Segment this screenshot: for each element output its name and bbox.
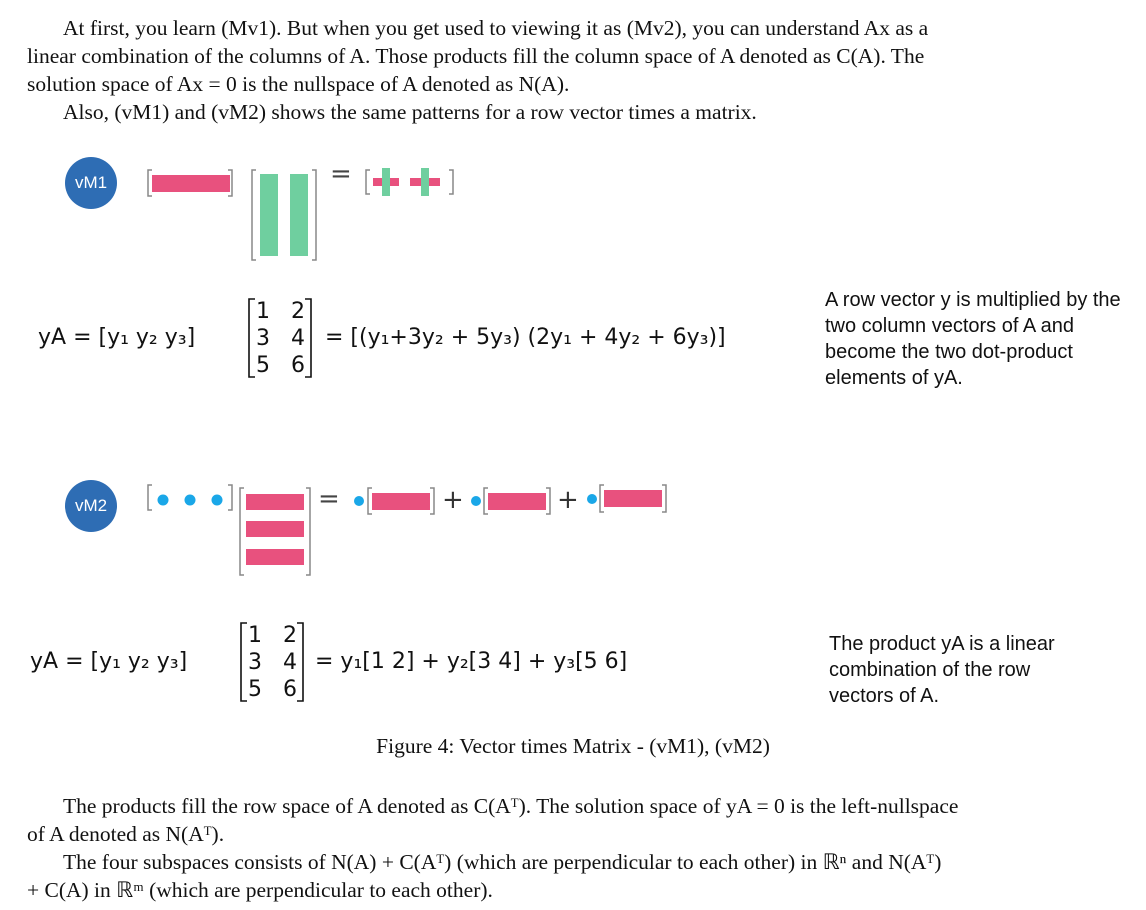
- vm2-diagram: [140, 480, 700, 580]
- vm1-a12: 2: [290, 299, 305, 324]
- vm1-a22: 4: [290, 326, 305, 351]
- vm2-plus-1: +: [442, 485, 464, 515]
- vm2-a31: 5: [248, 677, 262, 702]
- intro-line-1: At first, you learn (Mv1). But when you get used to viewing it as (Mv2), you can understand Ax as a: [63, 16, 929, 40]
- vm2-badge: vM2: [65, 480, 117, 532]
- outro-paragraph-2: [27, 848, 1131, 904]
- intro-line-2: linear combination of the columns of A. Those products fill the column space of A denoted as C(A). The: [27, 44, 925, 68]
- vm2-row-vector: [148, 485, 232, 510]
- vm1-equation-left: yA = [y₁ y₂ y₃]: [38, 325, 196, 350]
- vm2-equation-right: = y₁[1 2] + y₂[3 4] + y₃[5 6]: [315, 649, 628, 674]
- vm2-a21: 3: [248, 650, 262, 675]
- outro-line-4: + C(A) in ℝᵐ (which are perpendicular to each other).: [27, 878, 493, 902]
- vm2-note: The product yA is a linear combination of the row vectors of A.: [829, 633, 1055, 707]
- vm1-diagram: [140, 160, 600, 270]
- vm2-a22: 4: [282, 650, 297, 675]
- vm1-matrix-entries: [256, 298, 316, 379]
- figure-caption: Figure 4: Vector times Matrix - (vM1), (vM2): [376, 734, 770, 758]
- vm2-plus-2: +: [557, 485, 579, 515]
- vm2-equals-sign: =: [318, 484, 340, 514]
- outro-line-1: The products fill the row space of A denoted as C(Aᵀ). The solution space of yA = 0 is the left-nullspace: [63, 794, 959, 818]
- intro-paragraph-2: Also, (vM1) and (vM2) shows the same patterns for a row vector times a matrix.: [63, 100, 757, 124]
- vm2-a12: 2: [282, 623, 297, 648]
- vm1-result-vector: [366, 168, 453, 196]
- vm2-matrix-entries: [248, 622, 308, 703]
- vm2-a32: 6: [282, 677, 297, 702]
- intro-line-3: solution space of Ax = 0 is the nullspace of A denoted as N(A).: [27, 72, 570, 96]
- vm1-equals-sign: =: [330, 159, 352, 189]
- vm1-note: A row vector y is multiplied by the two column vectors of A and become the two dot-product elements of yA.: [825, 289, 1121, 389]
- vm2-term-2: [471, 488, 550, 514]
- vm2-term-3: [587, 485, 666, 512]
- vm2-term-1: [354, 488, 434, 514]
- intro-paragraph-1: [27, 14, 1131, 98]
- vm1-a31: 5: [256, 353, 270, 378]
- vm1-matrix-columns: [252, 170, 316, 260]
- vm1-a32: 6: [290, 353, 305, 378]
- vm1-a21: 3: [256, 326, 270, 351]
- outro-paragraph-1: [27, 792, 1131, 848]
- vm2-a11: 1: [248, 623, 262, 648]
- vm1-row-vector: [148, 170, 232, 196]
- vm2-equation-left: yA = [y₁ y₂ y₃]: [30, 649, 188, 674]
- outro-line-2: of A denoted as N(Aᵀ).: [27, 822, 225, 846]
- vm1-equation-right: = [(y₁+3y₂ + 5y₃) (2y₁ + 4y₂ + 6y₃)]: [325, 325, 726, 350]
- vm1-badge: vM1: [65, 157, 117, 209]
- vm2-matrix-rows: [240, 488, 310, 575]
- vm1-a11: 1: [256, 299, 270, 324]
- outro-line-3: The four subspaces consists of N(A) + C(Aᵀ) (which are perpendicular to each other) in ℝⁿ and N(Aᵀ): [63, 850, 942, 874]
